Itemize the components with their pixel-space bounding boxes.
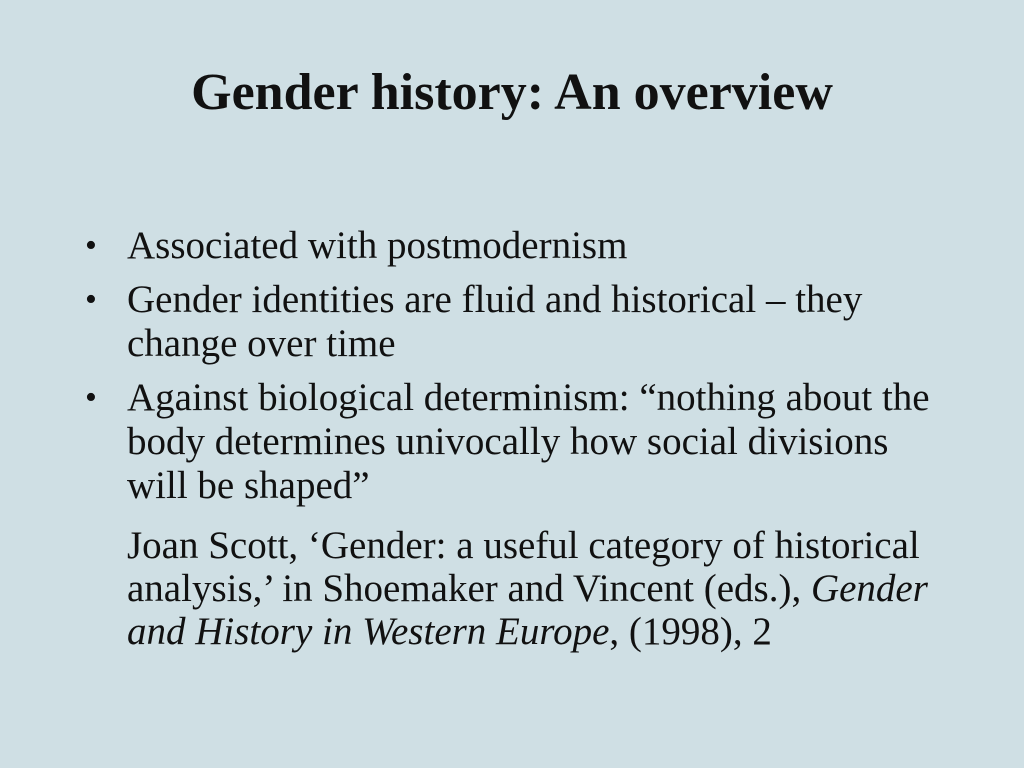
bullet-marker: • xyxy=(85,379,97,416)
bullet-text: Gender identities are fluid and historical – they change over time xyxy=(127,278,863,365)
citation-suffix: , (1998), 2 xyxy=(609,610,772,653)
bullet-item xyxy=(85,224,945,268)
citation-book-title: Gender and History in Western Europe xyxy=(127,567,928,653)
citation-prefix: Joan Scott, ‘Gender: a useful category of historical analysis,’ in Shoemaker and Vincent (eds.), xyxy=(127,524,920,610)
bullet-text: Associated with postmodernism xyxy=(127,224,628,267)
bullet-text: Against biological determinism: “nothing about the body determines univocally how social divisions will be shaped” xyxy=(127,376,930,507)
citation xyxy=(85,524,945,653)
bullet-marker: • xyxy=(85,281,97,318)
bullet-marker: • xyxy=(85,227,97,264)
slide-body xyxy=(85,224,945,653)
bullet-item xyxy=(85,278,945,366)
bullet-list xyxy=(85,224,945,508)
slide-title: Gender history: An overview xyxy=(191,64,833,121)
bullet-item xyxy=(85,376,945,508)
